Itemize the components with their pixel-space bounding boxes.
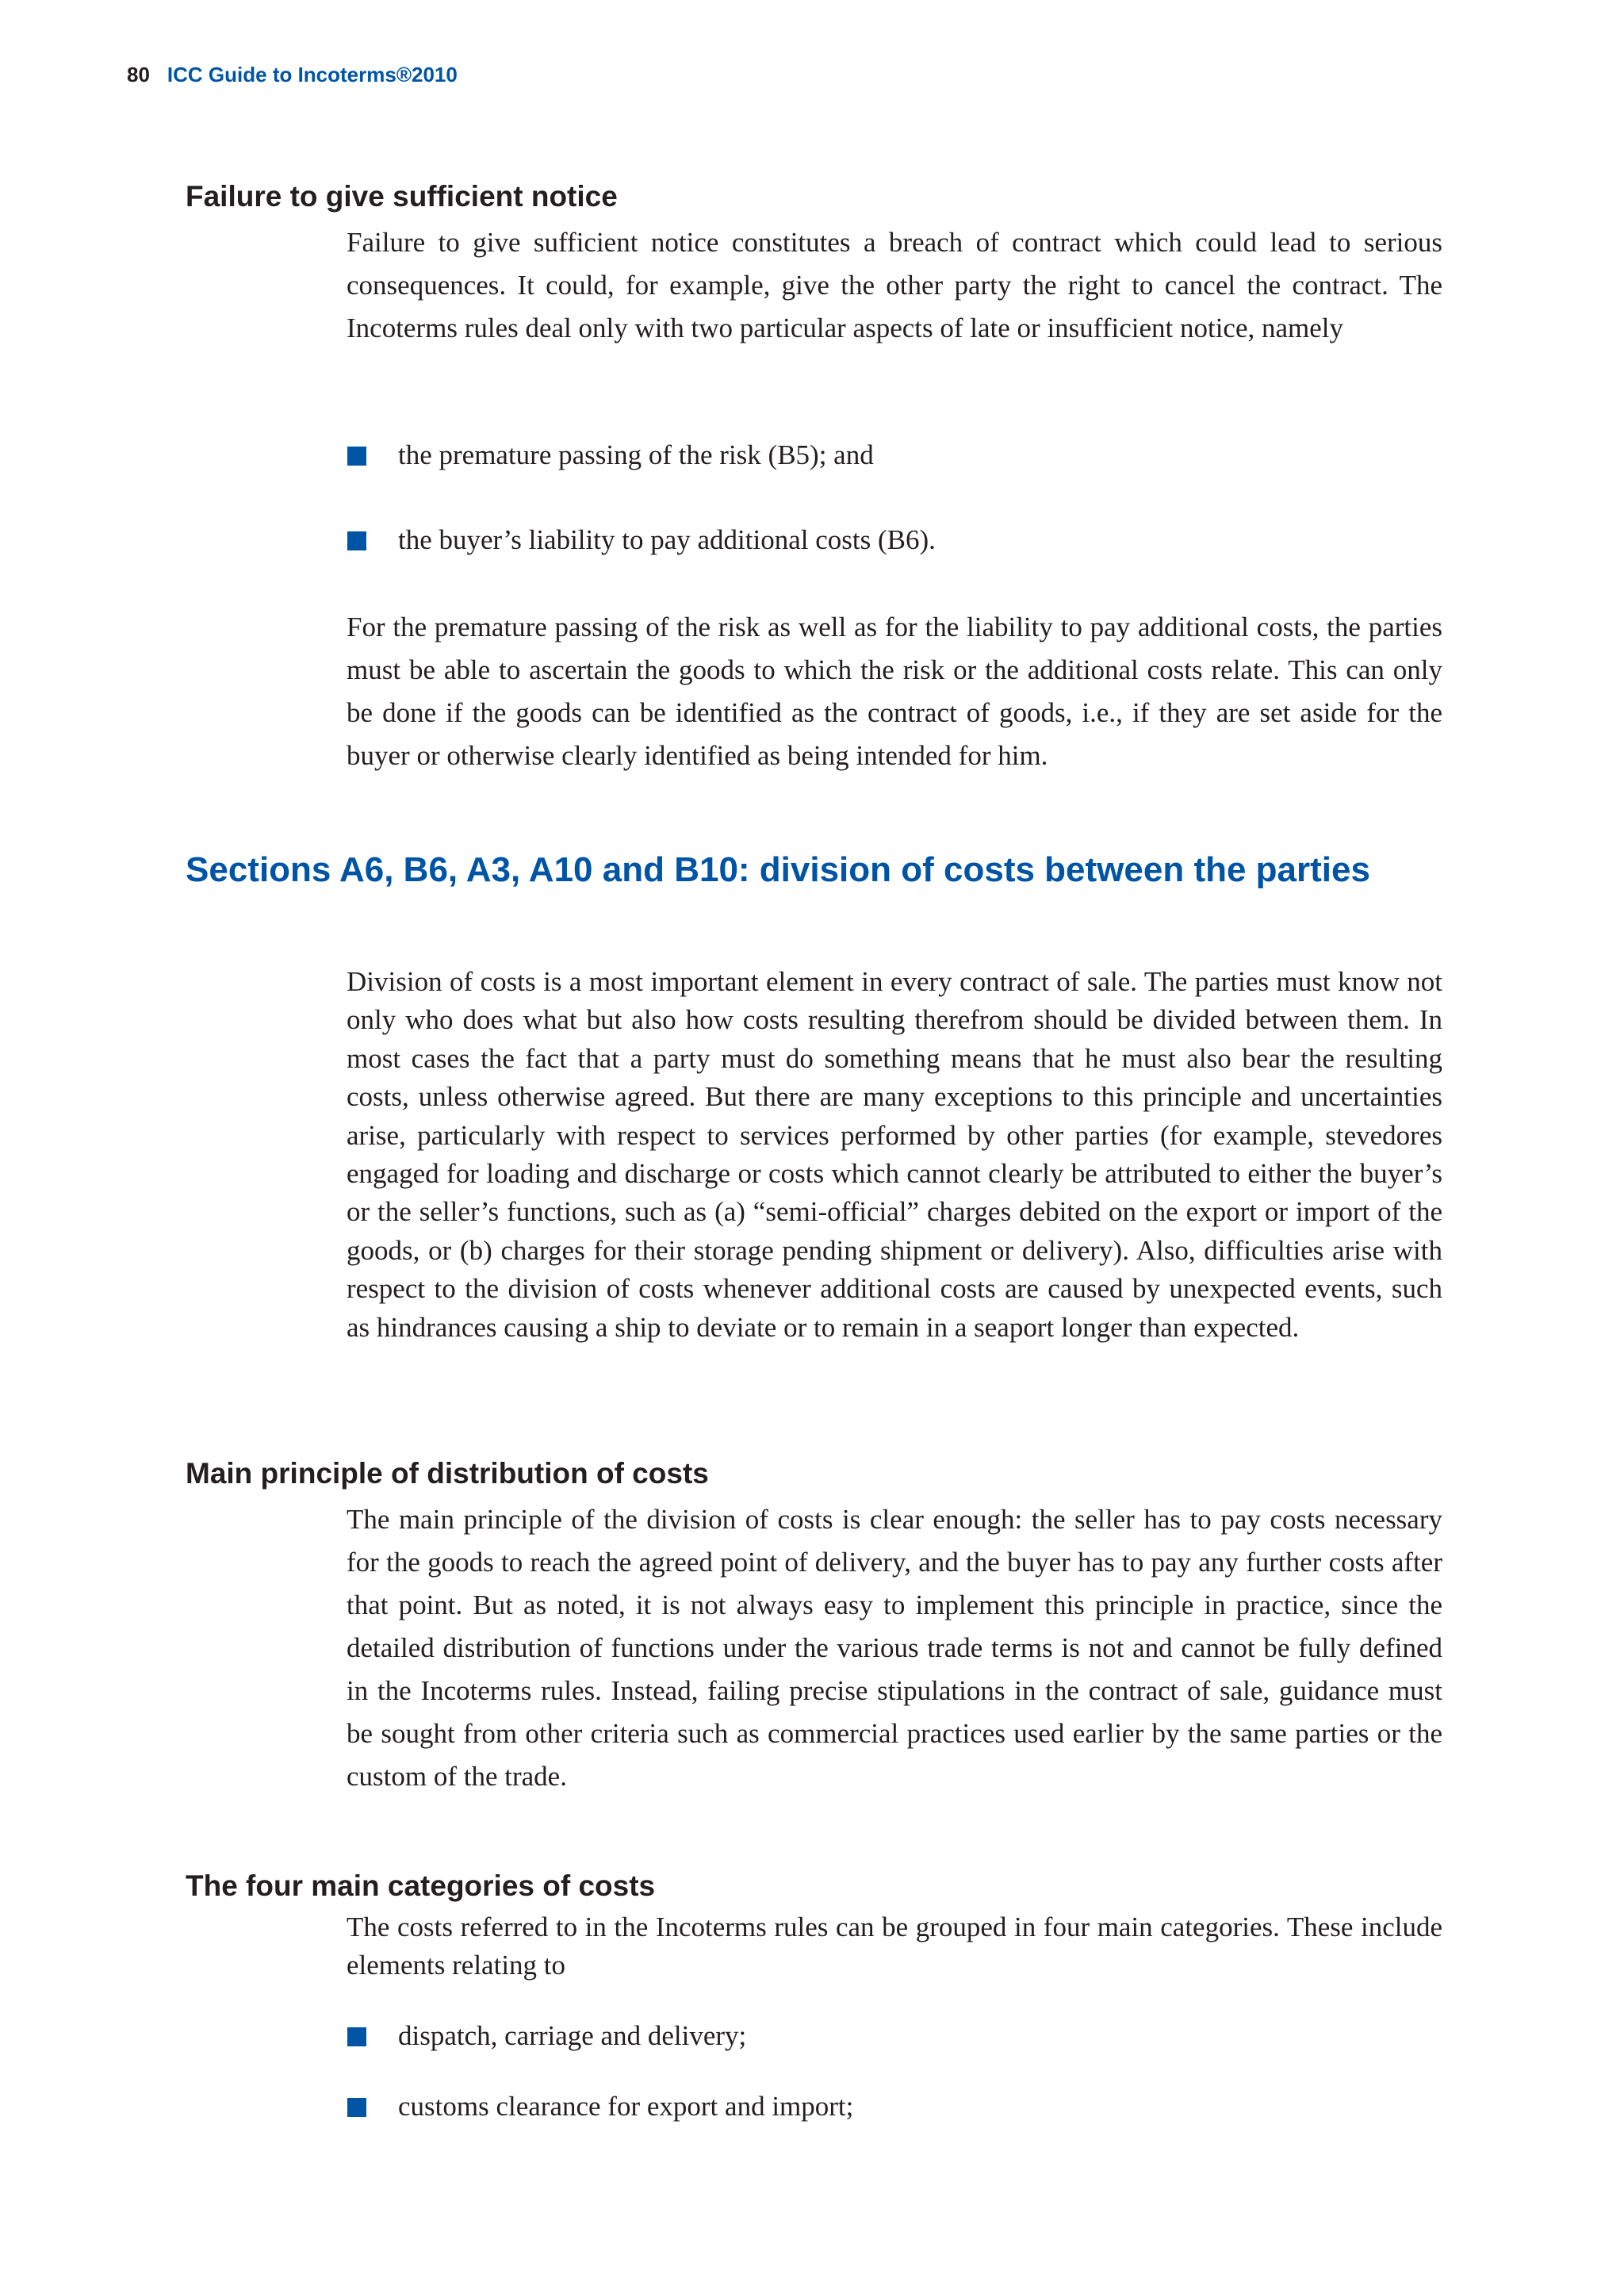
- main-principle-body: [347, 1498, 1442, 1798]
- four-categories-intro: [347, 1908, 1442, 1985]
- main-principle-heading: Main principle of distribution of costs: [186, 1457, 709, 1490]
- list-item-text: customs clearance for export and import;: [398, 2091, 854, 2122]
- square-bullet-icon: [347, 2027, 366, 2046]
- failure-notice-closing: [347, 606, 1442, 777]
- failure-notice-heading: Failure to give sufficient notice: [186, 180, 618, 213]
- failure-notice-closing-text: For the premature passing of the risk as well as for the liability to pay additional costs, the parties must be able to ascertain the goods to which the risk or the additional costs relate. This can only be done if the goods can be identified as the contract of goods, i.e., if they are set aside for the buyer or otherwise clearly identified as being intended for him.: [347, 612, 1442, 771]
- division-costs-body-text: Division of costs is a most important element in every contract of sale. The parties must know not only who does what but also how costs resulting therefrom should be divided between them. In most cases the fact that a party must do something means that he must also bear the resulting costs, unless otherwise agreed. But there are many exceptions to this principle and uncertainties arise, particularly with respect to services performed by other parties (for example, stevedores engaged for loading and discharge or costs which cannot clearly be attributed to either the buyer’s or the seller’s functions, such as (a) “semi-official” charges debited on the export or import of the goods, or (b) charges for their storage pending shipment or delivery). Also, difficulties arise with respect to the division of costs whenever additional costs are caused by unexpected events, such as hindrances causing a ship to deviate or to remain in a seaport longer than expected.: [347, 966, 1442, 1343]
- page-number: 80: [127, 63, 150, 86]
- square-bullet-icon: [347, 531, 366, 550]
- division-costs-body: [347, 963, 1442, 1347]
- division-costs-heading: Sections A6, B6, A3, A10 and B10: division of costs between the parties: [186, 850, 1370, 889]
- book-title: ICC Guide to Incoterms®2010: [167, 63, 458, 86]
- square-bullet-icon: [347, 447, 366, 466]
- running-header: [127, 60, 458, 89]
- list-item-text: the premature passing of the risk (B5); and: [398, 439, 874, 470]
- failure-notice-intro: [347, 221, 1442, 350]
- main-principle-body-text: The main principle of the division of costs is clear enough: the seller has to pay costs necessary for the goods to reach the agreed point of delivery, and the buyer has to pay any further costs after that point. But as noted, it is not always easy to implement this principle in practice, since the detailed distribution of functions under the various trade terms is not and cannot be fully defined in the Incoterms rules. Instead, failing precise stipulations in the contract of sale, guidance must be sought from other criteria such as commercial practices used earlier by the same parties or the custom of the trade.: [347, 1504, 1442, 1792]
- list-item-text: dispatch, carriage and delivery;: [398, 2020, 747, 2051]
- four-categories-heading: The four main categories of costs: [186, 1869, 656, 1902]
- failure-notice-intro-text: Failure to give sufficient notice constitutes a breach of contract which could lead to serious consequences. It could, for example, give the other party the right to cancel the contract. The Incoterms rules deal only with two particular aspects of late or insufficient notice, namely: [347, 227, 1442, 343]
- list-item-text: the buyer’s liability to pay additional costs (B6).: [398, 524, 936, 555]
- square-bullet-icon: [347, 2098, 366, 2117]
- four-categories-intro-text: The costs referred to in the Incoterms rules can be grouped in four main categories. These include elements relating to: [347, 1912, 1442, 1981]
